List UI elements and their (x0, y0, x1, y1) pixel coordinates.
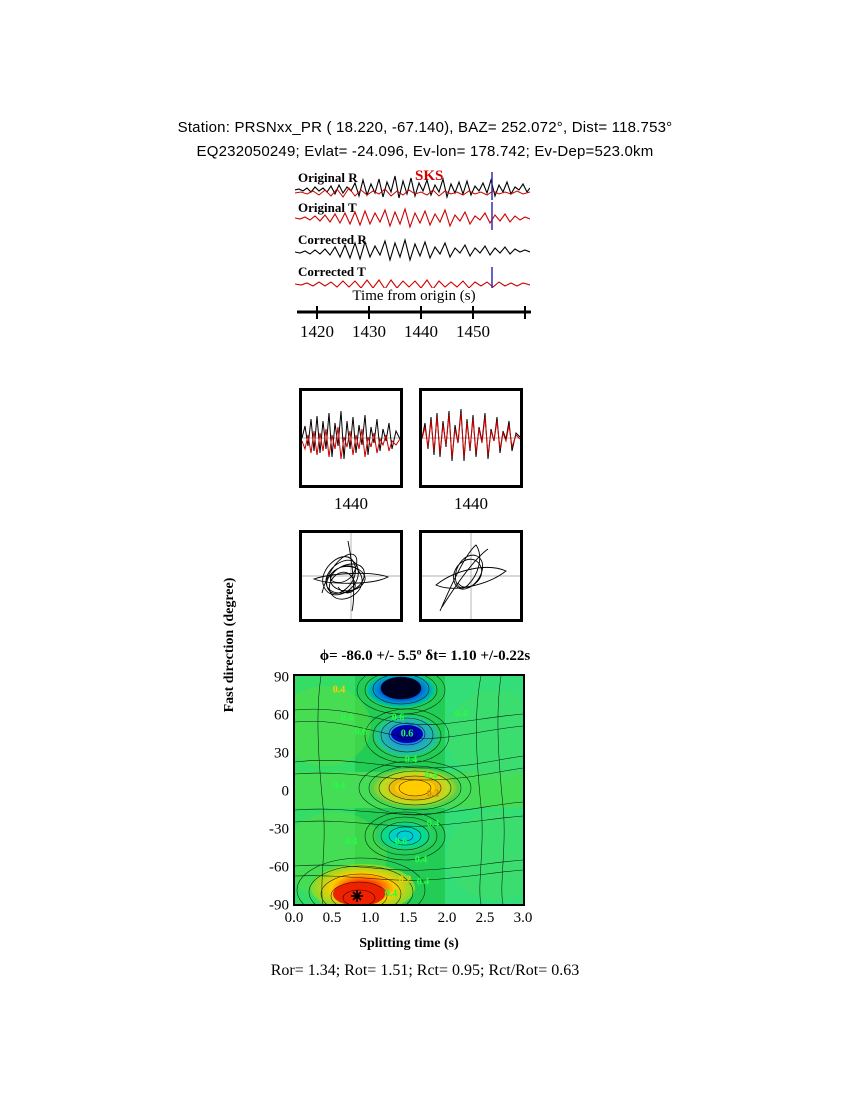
contour-label-11: 0.6 (394, 836, 408, 848)
window-waveform-corrected (422, 391, 520, 485)
contour-label-3: 0.4 (454, 708, 468, 720)
trace-label-original-t: Original T (298, 200, 357, 215)
particle-motion-plot-original (302, 533, 400, 619)
trace-row-corrected-r (295, 232, 530, 264)
particle-motion-corrected (419, 530, 523, 622)
window-box-corrected (419, 388, 523, 488)
contour-label-14: 0.2 (398, 874, 412, 886)
x-tick-4: 2.0 (437, 910, 457, 926)
y-tick-5: -60 (269, 859, 289, 876)
x-tick-0: 0.0 (284, 910, 304, 926)
sks-phase-label: SKS (415, 168, 444, 184)
figure-footer: Ror= 1.34; Rot= 1.51; Rct= 0.95; Rct/Rot= 0.63 (270, 962, 580, 979)
time-tick-3: 1450 (456, 322, 490, 341)
window-label-original: 1440 (334, 494, 368, 513)
contour-label-2: 0.6 (391, 712, 405, 724)
time-axis-title: Time from origin (s) (295, 288, 533, 305)
y-tick-1: 60 (274, 707, 289, 724)
x-tick-6: 3.0 (513, 910, 533, 926)
y-tick-3: 0 (281, 783, 289, 800)
trace-row-original-t (295, 200, 530, 232)
trace-label-corrected-r: Corrected R (298, 232, 367, 247)
time-axis (295, 288, 533, 355)
window-label-corrected: 1440 (454, 494, 488, 513)
contour-label-13: 0.4 (414, 854, 428, 866)
x-tick-1: 0.5 (322, 910, 342, 926)
contour-label-9: 0.2 (426, 788, 440, 800)
contour-label-4: 0.6 (354, 726, 368, 738)
header-line-event: EQ232050249; Evlat= -24.096, Ev-lon= 178.742; Ev-Dep=523.0km (196, 143, 654, 160)
particle-motion-original (299, 530, 403, 622)
trace-row-original-r (295, 170, 530, 202)
time-tick-0: 1420 (300, 322, 334, 341)
contour-label-5: 0.6 (400, 728, 414, 740)
contour-title: ϕ= -86.0 +/- 5.5º δt= 1.10 +/-0.22s (319, 648, 531, 664)
contour-plot (293, 674, 525, 906)
contour-label-7: 0.4 (332, 780, 346, 792)
contour-xlabel: Splitting time (s) (359, 936, 459, 951)
contour-label-6: 0.4 (404, 754, 418, 766)
contour-label-0: 0.4 (332, 684, 346, 696)
contour-ylabel: Fast direction (degree) (222, 577, 237, 713)
trace-label-corrected-t: Corrected T (298, 264, 366, 279)
y-tick-2: 30 (274, 745, 289, 762)
x-tick-2: 1.0 (360, 910, 380, 926)
y-tick-0: 90 (274, 669, 289, 686)
figure-header (0, 116, 850, 164)
window-waveform-original (302, 391, 400, 485)
header-line-station: Station: PRSNxx_PR ( 18.220, -67.140), BAZ= 252.072°, Dist= 118.753° (177, 119, 673, 136)
contour-label-10: 0.4 (426, 818, 440, 830)
contour-label-8: 0.4 (424, 770, 438, 782)
contour-surface (295, 676, 523, 904)
contour-label-12: 0.4 (344, 836, 358, 848)
x-tick-5: 2.5 (475, 910, 495, 926)
particle-motion-plot-corrected (422, 533, 520, 619)
time-tick-1: 1430 (352, 322, 386, 341)
contour-label-1: 0.4 (340, 712, 354, 724)
y-tick-4: -30 (269, 821, 289, 838)
time-tick-2: 1440 (404, 322, 438, 341)
contour-label-15: 0.4 (416, 876, 430, 888)
contour-label-16: 0.4 (384, 888, 398, 900)
waveform-panel (295, 170, 530, 300)
y-tick-6: -90 (269, 897, 289, 914)
x-tick-3: 1.5 (398, 910, 418, 926)
window-box-original (299, 388, 403, 488)
trace-label-original-r: Original R (298, 170, 358, 185)
contour-y-ticks (243, 668, 289, 914)
